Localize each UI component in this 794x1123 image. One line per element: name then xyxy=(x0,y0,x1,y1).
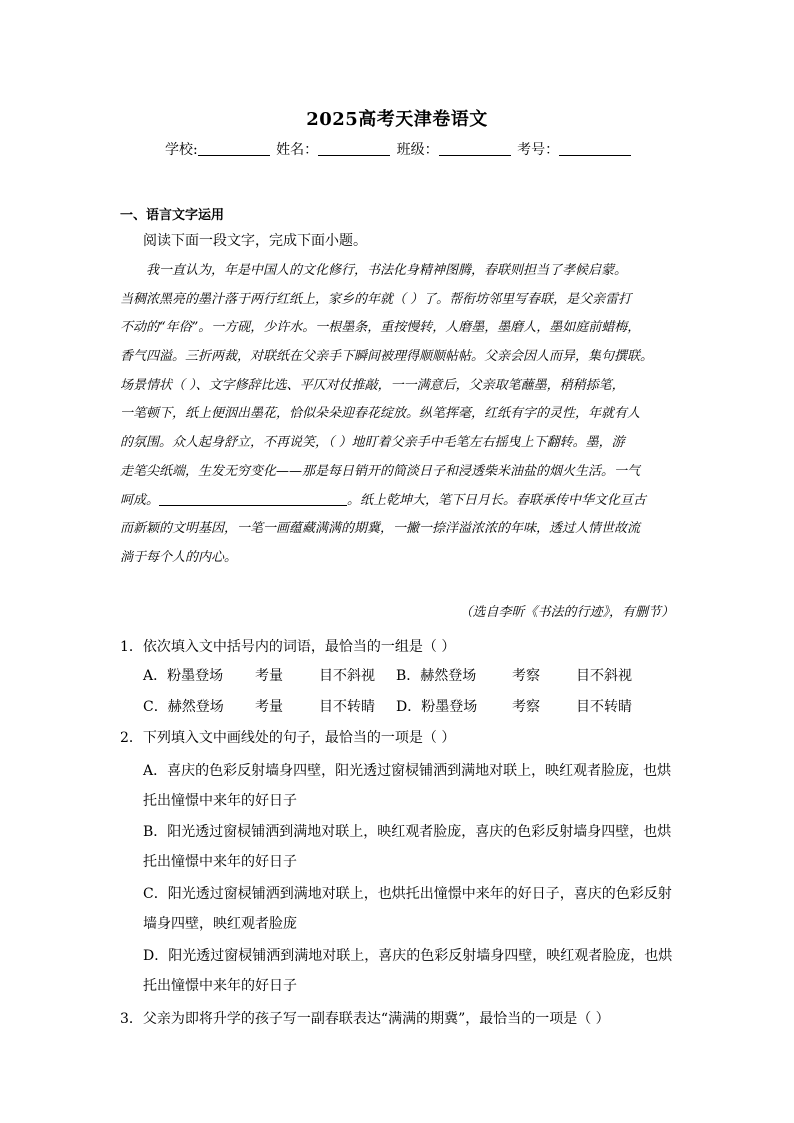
reading-instruction: 阅读下面一段文字，完成下面小题。 xyxy=(143,233,367,249)
passage-line-with-blank xyxy=(120,487,685,516)
passage-line: 我一直认为，年是中国人的文化修行，书法化身精神图腾，春联则担当了孝候启蒙。 xyxy=(146,263,628,278)
reading-passage xyxy=(120,257,685,573)
passage-line: 不动的“年俗”。一方砚，少许水。一根墨条，重按慢转，人磨墨，墨磨人，墨如庭前蜡梅， xyxy=(120,320,641,336)
option-a[interactable]: A．喜庆的色彩反射墙身四壁，阳光透过窗棂铺洒到满地对联上，映红观者脸庞，也烘 xyxy=(143,763,672,779)
answer-blank[interactable] xyxy=(159,491,347,506)
option-b-word2: 考察 xyxy=(512,668,540,684)
option-d[interactable]: D．阳光透过窗棂铺洒到满地对联上，喜庆的色彩反射墙身四壁，映红观者脸庞，也烘 xyxy=(143,948,673,964)
school-blank[interactable] xyxy=(198,141,270,156)
passage-source: （选自李昕《书法的行迹》，有删节） xyxy=(459,605,674,620)
option-a-word3: 目不斜视 xyxy=(319,668,375,684)
option-d-word2: 考察 xyxy=(512,699,540,715)
school-label: 学校: xyxy=(165,142,198,158)
passage-line: 的氛围。众人起身舒立，不再说笑，（ ）地盯着父亲手中毛笔左右摇曳上下翻转。墨，游 xyxy=(120,435,625,451)
class-label: 班级： xyxy=(396,142,439,158)
question-3-stem: 3．父亲为即将升学的孩子写一副春联表达“满满的期冀”，最恰当的一项是（ ） xyxy=(120,1011,610,1027)
option-b[interactable]: B．阳光透过窗棂铺洒到满地对联上，映红观者脸庞，喜庆的色彩反射墙身四壁，也烘 xyxy=(143,824,672,840)
passage-line: 淌于每个人的内心。 xyxy=(120,549,238,565)
passage-line: 而新颖的文明基因，一笔一画蕴藏满满的期冀，一撇一捺洋溢浓浓的年味，透过人情世故流 xyxy=(120,521,641,537)
passage-line: 当稠浓黑亮的墨汁落于两行红纸上，家乡的年就（ ）了。帮衔坊邻里写春联，是父亲雷打 xyxy=(120,291,632,307)
name-blank[interactable] xyxy=(318,141,390,156)
option-b[interactable]: B．赫然登场 xyxy=(396,668,477,684)
name-label: 姓名： xyxy=(276,142,319,158)
question-1-stem: 1．依次填入文中括号内的词语，最恰当的一组是（ ） xyxy=(120,639,456,655)
student-info-line xyxy=(165,139,633,159)
option-b-cont: 托出憧憬中来年的好日子 xyxy=(143,854,297,870)
option-a-cont: 托出憧憬中来年的好日子 xyxy=(143,793,297,809)
question-2-stem: 2．下列填入文中画线处的句子，最恰当的一项是（ ） xyxy=(120,730,456,746)
class-blank[interactable] xyxy=(439,141,511,156)
option-c-word3: 目不转睛 xyxy=(319,699,375,715)
number-blank[interactable] xyxy=(559,141,631,156)
passage-text: 呵成。 xyxy=(120,492,160,508)
passage-line: 一笔顿下，纸上便洇出墨花，恰似朵朵迎春花绽放。纵笔挥毫，红纸有字的灵性，年就有人 xyxy=(120,406,641,422)
passage-line: 场景情状（ ）、文字修辞比选、平仄对仗推敲，一一满意后，父亲取笔蘸墨，稍稍掭笔， xyxy=(120,377,625,393)
option-d[interactable]: D．粉墨登场 xyxy=(396,699,478,715)
section-heading: 一、语言文字运用 xyxy=(120,208,225,223)
option-d-word3: 目不转睛 xyxy=(576,699,632,715)
option-a[interactable]: A．粉墨登场 xyxy=(143,668,224,684)
option-c-cont: 墙身四壁，映红观者脸庞 xyxy=(143,916,297,932)
option-c-word2: 考量 xyxy=(255,699,283,715)
option-c[interactable]: C．赫然登场 xyxy=(143,699,224,715)
option-b-word3: 目不斜视 xyxy=(576,668,632,684)
option-c[interactable]: C．阳光透过窗棂铺洒到满地对联上，也烘托出憧憬中来年的好日子，喜庆的色彩反射 xyxy=(143,886,672,902)
question-1-options-row xyxy=(143,696,632,716)
option-d-cont: 托出憧憬中来年的好日子 xyxy=(143,978,297,994)
passage-line: 香气四溢。三折两裁，对联纸在父亲手下瞬间被理得顺顺帖帖。父亲会因人而异，集句撰联。 xyxy=(120,349,654,365)
passage-line: 走笔尖纸端，生发无穷变化——那是每日销开的简淡日子和浸透柴米油盐的烟火生活。一气 xyxy=(120,463,641,479)
page-title: 2025高考天津卷语文 xyxy=(306,109,488,130)
option-a-word2: 考量 xyxy=(255,668,283,684)
number-label: 考号： xyxy=(517,142,560,158)
question-1-options-row xyxy=(143,665,632,685)
passage-text: 。纸上乾坤大，笔下日月长。春联承传中华文化亘古 xyxy=(347,492,647,508)
